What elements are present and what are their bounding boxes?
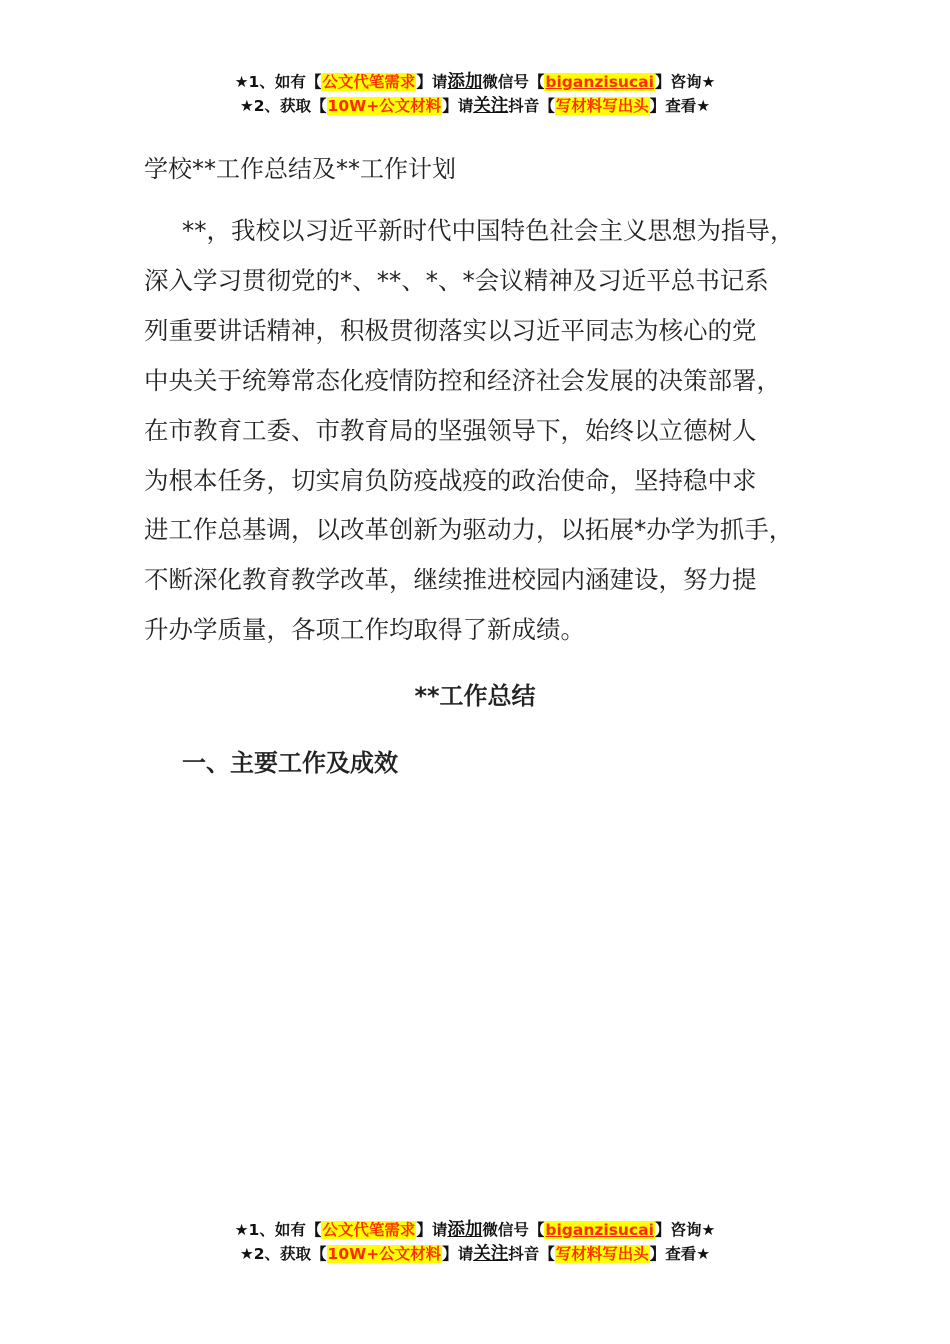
paragraph-line: **，我校以习近平新时代中国特色社会主义思想为指导， [182, 216, 795, 245]
banner-underlined-text: 添加 [447, 72, 483, 92]
banner-wechat-id: biganzisucai [545, 73, 654, 91]
banner-text: 】请 [442, 97, 474, 115]
paragraph-line: 在市教育工委、市教育局的坚强领导下，始终以立德树人 [144, 415, 757, 445]
section-heading: **工作总结 [414, 682, 536, 710]
banner-line-1 [0, 70, 950, 94]
banner-highlight: 写材料写出头 [555, 97, 649, 115]
banner-text: ★2、获取【 [239, 1245, 327, 1263]
paragraph-line: 中央关于统筹常态化疫情防控和经济社会发展的决策部署， [144, 365, 781, 395]
banner-highlight: 10W+公文材料 [327, 1245, 442, 1263]
subsection-heading: 一、主要工作及成效 [182, 749, 398, 777]
paragraph-line: 列重要讲话精神，积极贯彻落实以习近平同志为核心的党 [144, 315, 757, 345]
document-title: 学校**工作总结及**工作计划 [144, 155, 456, 183]
banner-underlined-text: 添加 [447, 1220, 483, 1240]
banner-text: ★1、如有【 [234, 73, 322, 91]
banner-highlight: 公文代笔需求 [322, 1221, 416, 1239]
banner-highlight: 写材料写出头 [555, 1245, 649, 1263]
banner-text: 】请 [442, 1245, 474, 1263]
paragraph-line: 升办学质量，各项工作均取得了新成绩。 [144, 615, 585, 645]
banner-text: 】咨询★ [654, 1221, 716, 1239]
paragraph-line: 不断深化教育教学改革，继续推进校园内涵建设，努力提 [144, 565, 757, 595]
banner-text: 】查看★ [649, 1245, 711, 1263]
banner-underlined-text: 关注 [473, 1244, 509, 1264]
paragraph-line: 进工作总基调，以改革创新为驱动力，以拓展*办学为抓手， [144, 515, 794, 545]
banner-text: 微信号【 [482, 1221, 545, 1239]
banner-text: 】请 [416, 1221, 448, 1239]
header-banner [0, 70, 950, 118]
banner-text: ★2、获取【 [239, 97, 327, 115]
banner-text: 】请 [416, 73, 448, 91]
banner-highlight: 10W+公文材料 [327, 97, 442, 115]
footer-banner [0, 1218, 950, 1266]
banner-text: 】咨询★ [654, 73, 716, 91]
banner-text: 】查看★ [649, 97, 711, 115]
banner-highlight: 公文代笔需求 [322, 73, 416, 91]
banner-wechat-id: biganzisucai [545, 1221, 654, 1239]
banner-line-2 [0, 1242, 950, 1266]
banner-text: 抖音【 [508, 97, 555, 115]
intro-paragraph [144, 206, 834, 655]
banner-text: ★1、如有【 [234, 1221, 322, 1239]
paragraph-line: 深入学习贯彻党的*、**、*、*会议精神及习近平总书记系 [144, 265, 769, 295]
paragraph-line: 为根本任务，切实肩负防疫战疫的政治使命，坚持稳中求 [144, 465, 757, 495]
banner-text: 抖音【 [508, 1245, 555, 1263]
banner-underlined-text: 关注 [473, 96, 509, 116]
banner-line-2 [0, 94, 950, 118]
banner-line-1 [0, 1218, 950, 1242]
banner-text: 微信号【 [482, 73, 545, 91]
